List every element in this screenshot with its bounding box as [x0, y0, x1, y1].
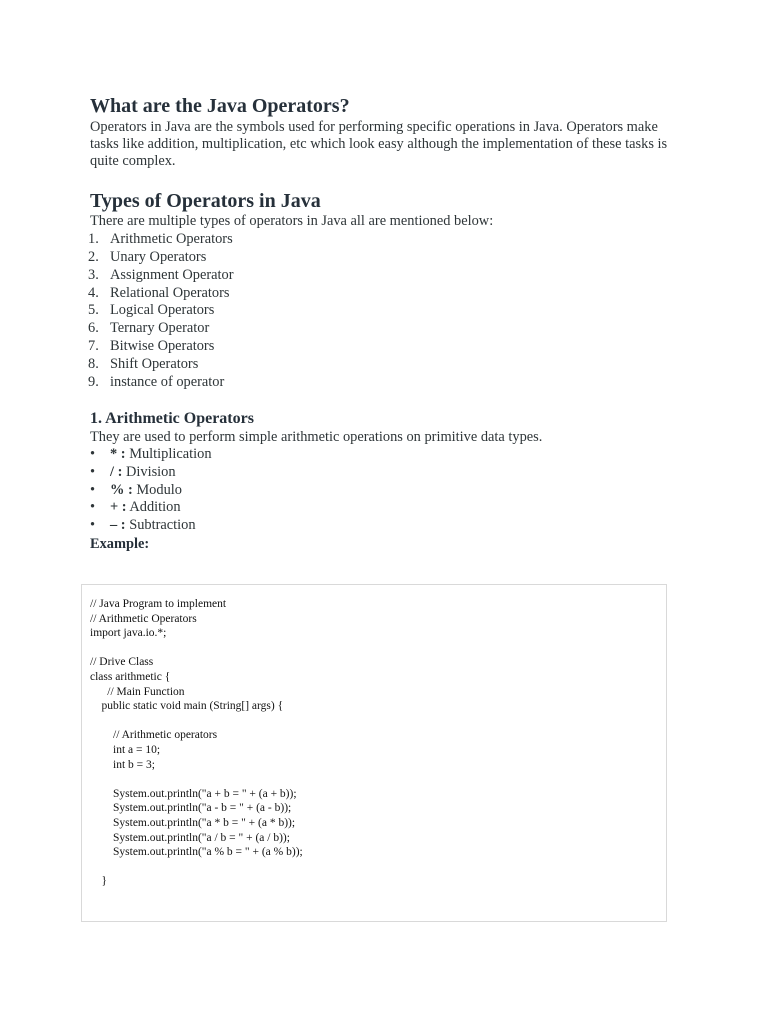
intro-paragraph: Operators in Java are the symbols used for performing specific operations in Java. Operators make tasks like addition, multiplication, etc which look easy although the implementation of these tasks is quite complex. [90, 119, 668, 170]
code-block [81, 584, 667, 922]
bullet-icon: • [90, 463, 96, 480]
list-item: 9. instance of operator [88, 373, 225, 390]
code-text: // Java Program to implement // Arithmetic Operators import java.io.*; // Drive Class class arithmetic { // Main Function public static void main (String[] args) { // Arithmetic operators int a = 10; int b = 3; System.out.println("a + b = " + (a + b)); System.out.println("a - b = " + (a - b)); System.out.println("a * b = " + (a * b)); System.out.println("a / b = " + (a / b)); System.out.println("a % b = " + (a % b)); } [90, 598, 303, 888]
types-intro: There are multiple types of operators in Java all are mentioned below: [90, 213, 494, 229]
heading-java-operators: What are the Java Operators? [90, 95, 350, 117]
list-item: 2. Unary Operators [88, 248, 207, 265]
list-item: 8. Shift Operators [88, 355, 199, 372]
list-item: • * : Multiplication [90, 446, 212, 462]
list-item: • + : Addition [90, 499, 181, 516]
list-item: 6. Ternary Operator [88, 320, 210, 337]
list-item: 1. Arithmetic Operators [88, 231, 233, 247]
arithmetic-operators-list [88, 446, 212, 535]
heading-arithmetic-operators: 1. Arithmetic Operators [90, 410, 254, 427]
list-item: 4. Relational Operators [88, 284, 230, 301]
list-item: 7. Bitwise Operators [88, 338, 215, 355]
bullet-icon: • [90, 481, 96, 498]
list-item: 5. Logical Operators [88, 302, 215, 319]
bullet-icon: • [90, 499, 96, 516]
list-item: • / : Division [90, 463, 176, 480]
arithmetic-intro: They are used to perform simple arithmetic operations on primitive data types. [90, 429, 543, 445]
list-item: • – : Subtraction [90, 517, 196, 534]
heading-types-of-operators: Types of Operators in Java [90, 190, 321, 212]
example-label: Example: [90, 536, 150, 552]
bullet-icon: • [90, 446, 96, 462]
bullet-icon: • [90, 517, 96, 534]
list-item: • % : Modulo [90, 481, 182, 498]
operator-types-list [88, 231, 234, 392]
list-item: 3. Assignment Operator [88, 266, 234, 283]
